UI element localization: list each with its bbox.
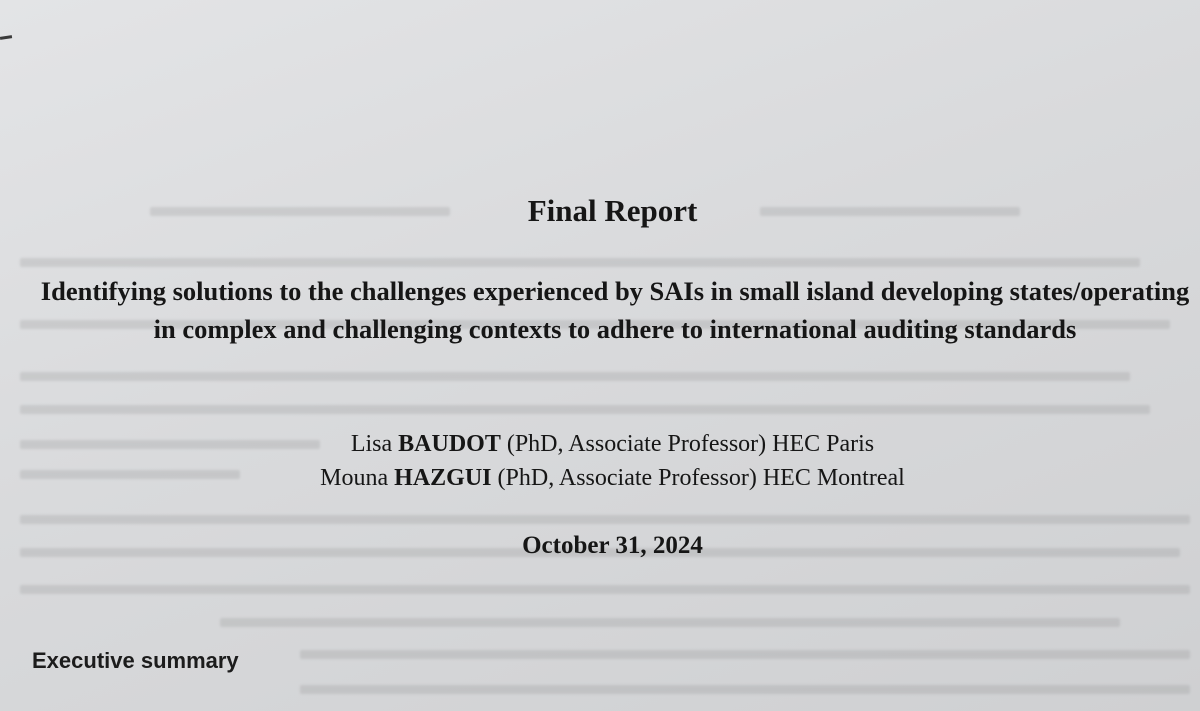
author-affiliation: (PhD, Associate Professor) HEC Paris (506, 431, 875, 457)
ghost-line (20, 372, 1130, 381)
executive-summary-caption: Executive summary (32, 648, 239, 673)
report-subtitle: Identifying solutions to the challenges experienced by SAIs in small island developing states/operating in complex and challenging contexts to adhere to international auditing standards (40, 276, 1190, 344)
ghost-line (300, 650, 1190, 659)
author-list (0, 427, 1200, 495)
ghost-line (20, 585, 1190, 594)
page-edge-mark (0, 35, 12, 40)
report-date: October 31, 2024 (522, 532, 703, 559)
ghost-line (20, 515, 1190, 524)
ghost-line (20, 405, 1150, 414)
author-first-name: Lisa (350, 431, 393, 457)
author-line (0, 427, 1200, 461)
author-line (0, 461, 1200, 495)
ghost-line (20, 258, 1140, 267)
ghost-line (300, 685, 1190, 694)
author-first-name: Mouna (320, 465, 389, 491)
author-affiliation: (PhD, Associate Professor) HEC Montreal (497, 465, 905, 491)
ghost-line (220, 618, 1120, 627)
author-last-name: HAZGUI (394, 465, 492, 491)
report-title: Final Report (527, 193, 698, 228)
author-last-name: BAUDOT (398, 431, 501, 457)
